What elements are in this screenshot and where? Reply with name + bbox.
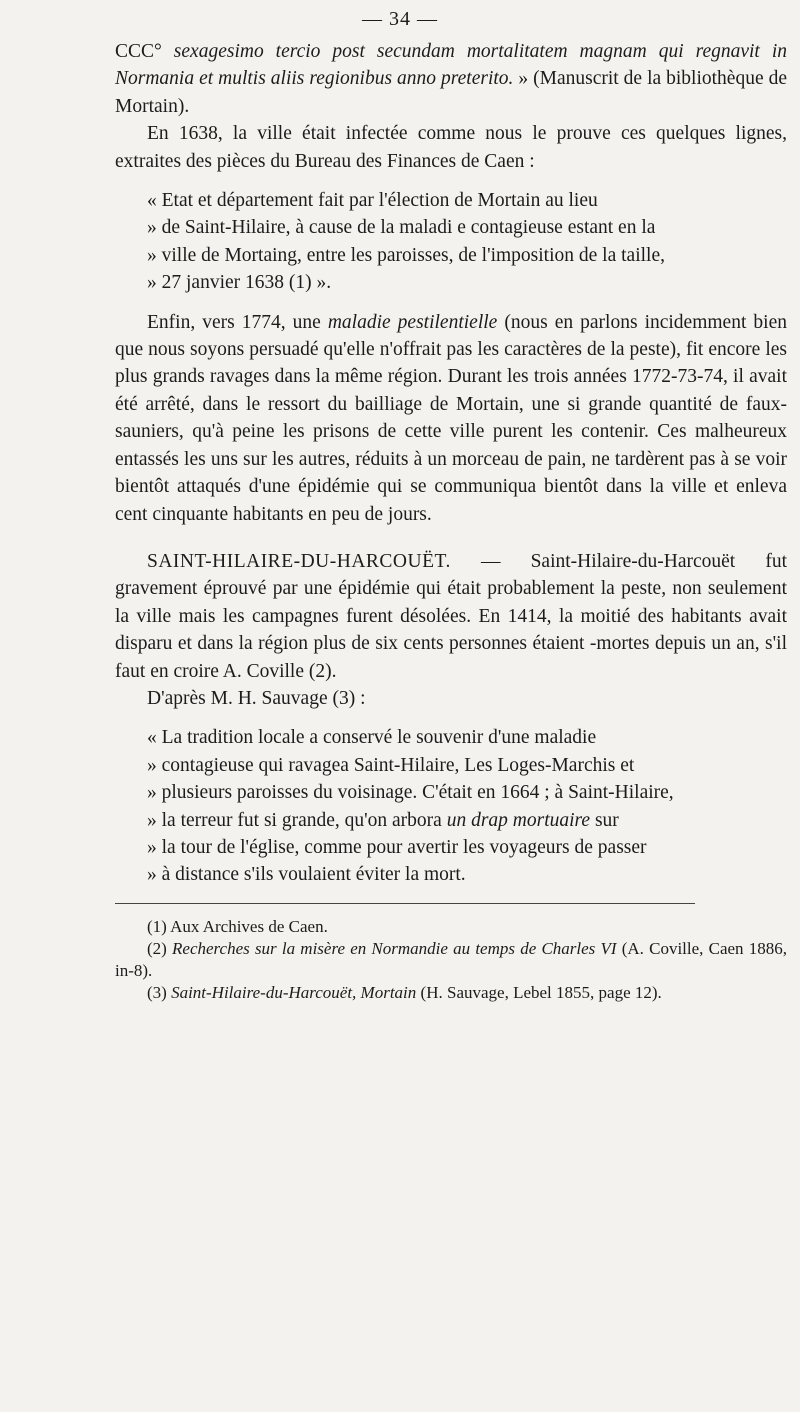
italic-term: maladie pestilentielle xyxy=(327,311,498,333)
quote-block-1 xyxy=(115,187,787,297)
text-run: » la terreur fut si grande, qu'on arbora xyxy=(147,809,447,831)
page-number: — 34 — xyxy=(362,8,438,30)
quote-line: » de Saint-Hilaire, à cause de la maladi e contagieuse estant en la xyxy=(147,217,656,239)
quote-line: « Etat et département fait par l'élection de Mortain au lieu xyxy=(147,190,598,212)
quote-block-2 xyxy=(115,724,787,888)
footnote-1: (1) Aux Archives de Caen. xyxy=(147,916,328,936)
text-run: (2) xyxy=(147,938,173,958)
footnote-divider xyxy=(115,903,695,904)
paragraph-1638: En 1638, la ville était infectée comme nous le prouve ces quelques lignes, extraites des pièces du Bureau des Finances de Caen : xyxy=(115,123,787,172)
quote-line xyxy=(115,807,787,834)
quote-line: » contagieuse qui ravagea Saint-Hilaire, Les Loges-Marchis et xyxy=(147,754,635,776)
quote-line: « La tradition locale a conservé le souvenir d'une maladie xyxy=(147,727,597,749)
text-run: sur xyxy=(590,809,619,831)
footnote-title: Saint-Hilaire-du-Harcouët, Mortain xyxy=(171,982,417,1002)
text-run: (3) xyxy=(147,982,172,1002)
paragraph-saint-hilaire xyxy=(115,548,787,685)
quote-line: » 27 janvier 1638 (1) ». xyxy=(147,272,332,294)
main-text xyxy=(115,38,787,1004)
paragraph-latin-quote xyxy=(115,38,787,120)
quote-line: » plusieurs paroisses du voisinage. C'était en 1664 ; à Saint-Hilaire, xyxy=(147,782,674,804)
text-run: Enfin, vers 1774, une xyxy=(147,311,328,333)
footnote-2 xyxy=(115,938,787,982)
paragraph-1774 xyxy=(115,309,787,528)
paragraph-sauvage: D'après M. H. Sauvage (3) : xyxy=(147,687,366,709)
footnotes xyxy=(115,916,787,1004)
text-run: CCC° xyxy=(115,41,174,62)
text-run: (H. Sauvage, Lebel 1855, page 12). xyxy=(416,982,662,1002)
footnote-title: Recherches sur la misère en Normandie au temps de Charles VI xyxy=(172,938,617,958)
quote-line: » à distance s'ils voulaient éviter la mort. xyxy=(147,864,466,886)
latin-quote: sexagesimo tercio post secundam mortalitatem magnam qui regnavit in Normania et multis aliis regionibus anno preterito. xyxy=(115,41,787,90)
section-heading: SAINT-HILAIRE-DU-HARCOUËT. xyxy=(147,550,451,572)
footnote-3 xyxy=(115,982,787,1004)
text-run: (nous en parlons incidemment bien que nous soyons persuadé qu'elle n'offrait pas les caractères de la peste), fit encore les plus grands ravages dans la même région. Durant les trois années 1772-73-74, il avait été arrêté, dans le ressort du bailliage de Mortain, une si grande quantité de faux-sauniers, qu'à peine les prisons de cette ville purent les contenir. Ces malheureux entassés les uns sur les autres, réduits à un morceau de pain, ne tardèrent pas à se voir bientôt attaqués d'une épidémie qui se communiqua bientôt dans la ville et enleva cent cinquante habitants en peu de jours. xyxy=(115,311,787,525)
quote-line: » la tour de l'église, comme pour avertir les voyageurs de passer xyxy=(147,836,647,858)
italic-term: un drap mortuaire xyxy=(446,809,591,831)
quote-line: » ville de Mortaing, entre les paroisses, de l'imposition de la taille, xyxy=(147,244,665,266)
text-run: — Saint-Hilaire-du-Harcouët fut gravement éprouvé par une épidémie qui était probablement la peste, non seulement la ville mais les campagnes furent désolées. En 1414, la moitié des habitants avait disparu et dans la région plus de six cents personnes étaient -mortes depuis un an, s'il faut en croire A. Coville (2). xyxy=(115,550,787,682)
text-run: (A. Coville, Caen 1886, in-8). xyxy=(115,938,788,980)
text-run: » (Manuscrit de la bibliothèque de Mortain). xyxy=(115,68,787,117)
